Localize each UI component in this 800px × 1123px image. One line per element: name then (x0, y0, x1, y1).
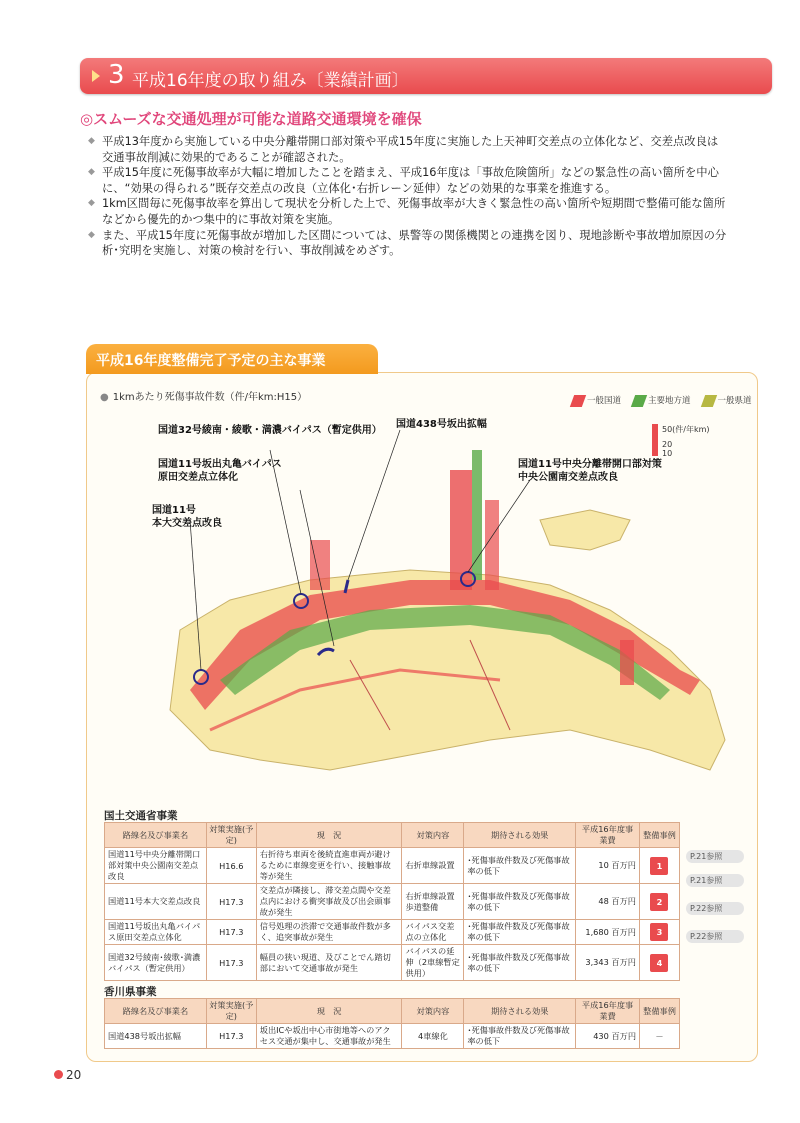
kagawa-table (104, 998, 680, 1049)
callout-route32: 国道32号綾南・綾歌・満濃バイパス（暫定供用） (158, 425, 382, 436)
bullet-item: ◆ 平成15年度に死傷事故率が大幅に増加したことを踏まえ、平成16年度は「事故危険箇所」などの緊急性の高い箇所を中心に、“効果の得られる”既存交差点の改良（立体化･右折レーン延伸）などの効果的な事業を推進する。 (88, 165, 728, 196)
example-badge: 1 (650, 857, 668, 875)
subheading: ◎スムーズな交通処理が可能な道路交通環境を確保 (80, 110, 422, 128)
map-caption: ● 1kmあたり死傷事故件数（件/年km:H15） (100, 388, 307, 403)
callout-route11-chuo: 国道11号中央分離帯開口部対策 中央公園南交差点改良 (518, 459, 662, 483)
page-dot-icon (54, 1070, 63, 1079)
mlit-table-title: 国土交通省事業 (104, 810, 178, 822)
page-ref-link[interactable]: P.21参照 (686, 874, 744, 887)
table-row: 国道11号坂出丸亀バイパス原田交差点立体化 H17.3 信号処理の渋滞で交通事故件数が多く、追突事故が発生 バイパス交差点の立体化 ･死傷事故件数及び死傷事故率の低下 1,680 百万円 3 (105, 920, 680, 945)
leader-line (348, 430, 400, 580)
swatch-icon (631, 395, 647, 407)
legend-item: 主要地方道 (633, 394, 691, 407)
callout-route438: 国道438号坂出拡幅 (396, 419, 487, 430)
scale-low: 10 (662, 449, 673, 458)
accident-spike (620, 640, 634, 685)
legend-item: 一般国道 (572, 394, 621, 407)
example-badge: 4 (650, 954, 668, 972)
table-row: 国道11号本大交差点改良 H17.3 交差点が隣接し、滞交差点間や交差点内における衝突事故及び出会頭事故が発生 右折車線設置 歩道整備 ･死傷事故件数及び死傷事故率の低下 48 百万円 2 (105, 884, 680, 920)
accident-spike (485, 500, 499, 590)
section-title: 平成16年度の取り組み〔業績計画〕 (132, 71, 409, 91)
table-row: 国道32号綾南･綾歌･満濃バイパス（暫定供用） H17.3 幅員の狭い現道、及びことでん踏切部において交通事故が発生 バイパスの延伸（2車線暫定供用） ･死傷事故件数及び死傷事故率の低下 3,343 百万円 4 (105, 945, 680, 981)
accident-spike (472, 450, 482, 580)
bullet-item: ◆ 1km区間毎に死傷事故率を算出して現状を分析した上で、死傷事故率が大きく緊急性の高い箇所や短期間で整備可能な箇所などから優先的かつ集中的に事故対策を実施。 (88, 196, 728, 227)
mlit-table (104, 822, 680, 981)
scale-max: 50(件/年km) (662, 425, 710, 434)
example-badge: 2 (650, 893, 668, 911)
callout-route11-harada: 国道11号坂出丸亀バイパス 原田交差点立体化 (158, 459, 282, 483)
road-type-legend (572, 394, 752, 407)
bullet-item: ◆ また、平成15年度に死傷事故が増加した区間については、県警等の関係機関との連携を図り、現地診断や事故増加原因の分析･究明を実施し、対策の検討を行い、事故削減をめざす。 (88, 228, 728, 259)
bullet-item: ◆ 平成13年度から実施している中央分離帯開口部対策や平成15年度に実施した上天神町交差点の立体化など、交差点改良は交通事故削減に効果的であることが確認された。 (88, 134, 728, 165)
map-peninsula (540, 510, 630, 550)
scale-mid: 20 (662, 440, 673, 449)
table-header-row: 路線名及び事業名 対策実施(予定) 現 況 対策内容 期待される効果 平成16年度事業費 整備事例 (105, 999, 680, 1024)
page-ref-link[interactable]: P.22参照 (686, 902, 744, 915)
section-number: 3 (108, 60, 125, 90)
page-ref-link[interactable]: P.21参照 (686, 850, 744, 863)
table-row: 国道11号中央分離帯開口部対策中央公園南交差点改良 H16.6 右折待ち車両を後続直進車両が避けるために車線変更を行い、接触事故等が発生 右折車線設置 ･死傷事故件数及び死傷事故率の低下 10 百万円 1 (105, 848, 680, 884)
section-header (80, 58, 772, 94)
table-header-row: 路線名及び事業名 対策実施(予定) 現 況 対策内容 期待される効果 平成16年度事業費 整備事例 (105, 823, 680, 848)
legend-item: 一般県道 (703, 394, 752, 407)
swatch-icon (700, 395, 716, 407)
arrow-icon (92, 70, 100, 82)
page-ref-link[interactable]: P.22参照 (686, 930, 744, 943)
bullet-list (88, 134, 728, 259)
swatch-icon (570, 395, 586, 407)
table-row: 国道438号坂出拡幅 H17.3 坂出ICや坂出中心市街地等へのアクセス交通が集中し、交通事故が発生 4車線化 ･死傷事故件数及び死傷事故率の低下 430 百万円 － (105, 1024, 680, 1049)
example-badge: 3 (650, 923, 668, 941)
kagawa-table-title: 香川県事業 (104, 986, 157, 998)
callout-route11-hondai: 国道11号 本大交差点改良 (152, 505, 222, 529)
panel-title: 平成16年度整備完了予定の主な事業 (86, 344, 378, 374)
page-number: 20 (54, 1068, 81, 1082)
